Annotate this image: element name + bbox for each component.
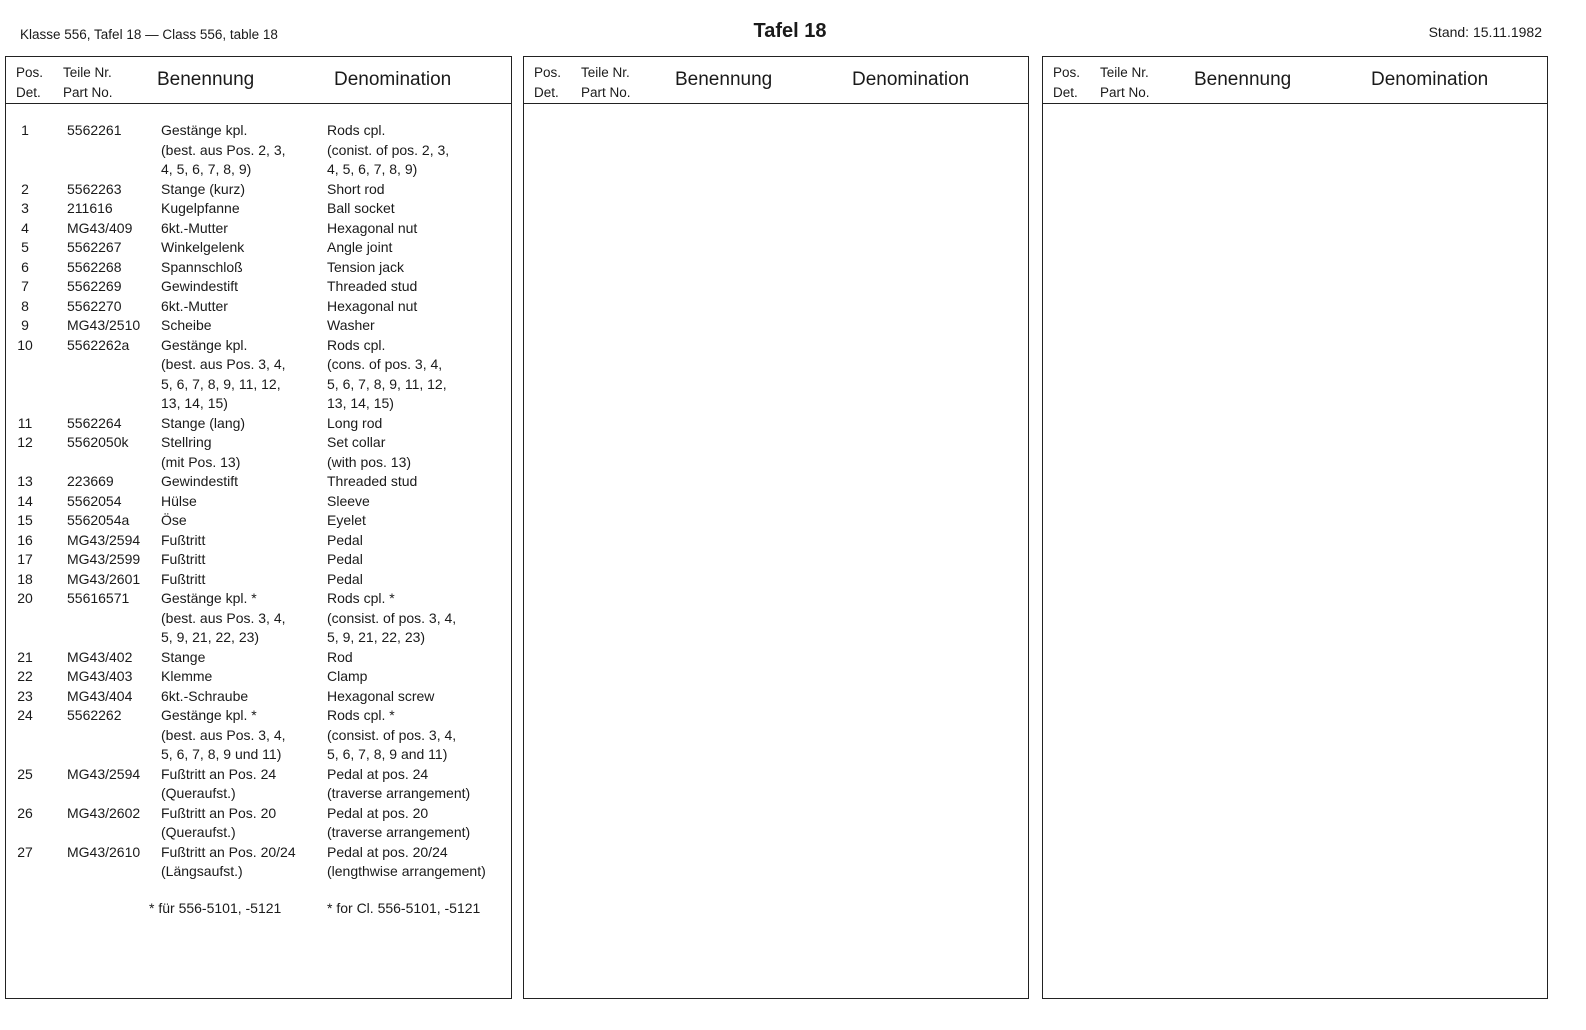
benennung-cell (161, 414, 245, 434)
denomination-line: Rod (327, 648, 353, 665)
part-number-cell: MG43/403 (67, 668, 133, 684)
denomination-line: Set collar (327, 434, 386, 450)
part-number-cell: MG43/404 (67, 687, 133, 704)
pos-header-line2: Det. (1053, 84, 1078, 100)
denomination-line: (traverse arrangement) (327, 824, 471, 840)
benennung-line: Stange (lang) (161, 414, 246, 431)
part-number-cell: 211616 (67, 200, 113, 216)
denomination-line: Rods cpl. (327, 336, 386, 353)
part-number-cell: MG43/2599 (67, 551, 141, 567)
table-row (6, 492, 511, 512)
denomination-line: Threaded stud (327, 473, 418, 489)
denomination-line: Ball socket (327, 200, 395, 216)
table-row (6, 570, 511, 590)
parts-table-panel-2 (523, 56, 1029, 999)
benennung-cell (161, 706, 286, 765)
part-number-cell: MG43/2601 (67, 570, 141, 587)
denomination-line: 4, 5, 6, 7, 8, 9) (327, 161, 418, 177)
part-header (581, 63, 631, 102)
table-row (6, 277, 511, 297)
pos-cell: 2 (21, 180, 29, 197)
table-row (6, 414, 511, 434)
denomination-cell (327, 687, 434, 707)
benennung-cell (161, 238, 244, 258)
denomination-cell (327, 414, 382, 434)
pos-header-line1: Pos. (16, 65, 44, 80)
table-row (6, 219, 511, 239)
denomination-line: Washer (327, 317, 375, 333)
benennung-line: 5, 6, 7, 8, 9 und 11) (161, 746, 282, 762)
part-number-cell: 5562262 (67, 707, 122, 723)
denomination-cell (327, 570, 363, 590)
pos-cell: 22 (17, 668, 33, 684)
denomination-cell (327, 667, 367, 687)
table-row (6, 706, 511, 765)
benennung-line: Gestänge kpl. * (161, 590, 257, 606)
benennung-cell (161, 804, 276, 843)
part-number-cell: 5562267 (67, 239, 122, 255)
pos-cell: 12 (17, 434, 33, 450)
part-header (1100, 63, 1150, 102)
date-stamp: Stand: 15.11.1982 (1428, 24, 1542, 40)
denomination-line: Hexagonal nut (327, 219, 418, 236)
benennung-line: 6kt.-Mutter (161, 219, 228, 236)
denomination-line: (conist. of pos. 2, 3, (327, 141, 450, 158)
benennung-cell (161, 316, 212, 336)
denomination-header: Denomination (1371, 69, 1489, 90)
pos-cell: 15 (17, 512, 33, 528)
table-row (6, 687, 511, 707)
part-header-line2: Part No. (581, 84, 631, 100)
table-row (6, 550, 511, 570)
benennung-line: 6kt.-Mutter (161, 297, 228, 314)
denomination-cell (327, 589, 456, 648)
denomination-cell (327, 121, 449, 180)
benennung-line: Fußtritt an Pos. 24 (161, 765, 277, 782)
denomination-cell (327, 219, 417, 239)
pos-header (534, 63, 561, 102)
denomination-line: (traverse arrangement) (327, 785, 471, 801)
denomination-cell (327, 492, 370, 512)
denomination-line: (consist. of pos. 3, 4, (327, 609, 457, 626)
part-number-cell: MG43/2594 (67, 531, 141, 548)
table-header (1043, 57, 1547, 104)
table-row (6, 199, 511, 219)
denomination-header: Denomination (334, 69, 452, 90)
benennung-line: (mit Pos. 13) (161, 453, 241, 470)
table-row (6, 433, 511, 472)
denomination-line: Hexagonal nut (327, 297, 418, 314)
pos-cell: 10 (17, 336, 33, 353)
pos-cell: 21 (17, 648, 33, 665)
table-header (6, 57, 511, 104)
benennung-line: Stange (kurz) (161, 180, 246, 197)
pos-cell: 16 (17, 531, 33, 548)
pos-cell: 27 (17, 843, 33, 860)
pos-cell: 5 (21, 239, 29, 255)
denomination-line: Short rod (327, 180, 385, 197)
denomination-cell (327, 843, 486, 882)
benennung-line: 13, 14, 15) (161, 395, 228, 411)
table-row (6, 511, 511, 531)
pos-cell: 14 (17, 492, 33, 509)
denomination-line: (cons. of pos. 3, 4, (327, 356, 443, 372)
benennung-line: (Queraufst.) (161, 785, 236, 801)
part-number-cell: 5562262a (67, 336, 130, 353)
pos-cell: 9 (21, 317, 29, 333)
pos-header-line2: Det. (16, 84, 41, 100)
part-header-line2: Part No. (63, 84, 113, 100)
benennung-line: (Längsaufst.) (161, 863, 243, 879)
denomination-cell (327, 511, 366, 531)
pos-cell: 18 (17, 570, 33, 587)
denomination-line: 5, 9, 21, 22, 23) (327, 629, 426, 645)
denomination-cell (327, 297, 417, 317)
benennung-line: (best. aus Pos. 3, 4, (161, 726, 286, 743)
denomination-cell (327, 277, 417, 297)
part-number-cell: MG43/409 (67, 219, 133, 236)
benennung-line: Gestänge kpl. (161, 122, 248, 138)
denomination-line: Rods cpl. * (327, 590, 395, 606)
pos-cell: 3 (21, 200, 29, 216)
denomination-line: Sleeve (327, 492, 370, 509)
denomination-header: Denomination (852, 69, 970, 90)
pos-cell: 13 (17, 473, 33, 489)
denomination-cell (327, 316, 375, 336)
benennung-cell (161, 121, 286, 180)
benennung-cell (161, 492, 197, 512)
benennung-cell (161, 511, 187, 531)
benennung-cell (161, 336, 286, 414)
part-header-line1: Teile Nr. (1100, 65, 1149, 80)
pos-header-line2: Det. (534, 84, 559, 100)
table-row (6, 121, 511, 180)
table-row (6, 297, 511, 317)
part-number-cell: MG43/2602 (67, 804, 141, 821)
part-number-cell: 5562269 (67, 278, 122, 294)
benennung-line: Gestänge kpl. * (161, 707, 257, 723)
pos-cell: 26 (17, 804, 33, 821)
benennung-line: Fußtritt (161, 551, 206, 567)
part-header (63, 63, 113, 102)
parts-table-panel-1 (5, 56, 512, 999)
table-row (6, 316, 511, 336)
table-row (6, 180, 511, 200)
denomination-cell (327, 238, 392, 258)
benennung-line: Fußtritt (161, 570, 206, 587)
denomination-cell (327, 472, 417, 492)
denomination-cell (327, 258, 404, 278)
part-number-cell: 5562268 (67, 258, 122, 275)
part-header-line1: Teile Nr. (63, 65, 112, 80)
denomination-cell (327, 433, 411, 472)
benennung-line: (Queraufst.) (161, 824, 236, 840)
denomination-line: Rods cpl. (327, 122, 386, 138)
part-header-line1: Teile Nr. (581, 65, 630, 80)
part-number-cell: 5562270 (67, 297, 122, 314)
benennung-line: Fußtritt an Pos. 20 (161, 804, 277, 821)
benennung-line: Gestänge kpl. (161, 336, 248, 353)
benennung-line: Klemme (161, 668, 213, 684)
part-number-cell: 5562054a (67, 512, 130, 528)
benennung-line: Stellring (161, 434, 212, 450)
benennung-cell (161, 472, 238, 492)
benennung-header: Benennung (1194, 69, 1292, 90)
pos-cell: 23 (17, 687, 33, 704)
pos-cell: 20 (17, 590, 33, 606)
part-number-cell: 5562261 (67, 122, 122, 138)
denomination-line: Pedal (327, 531, 363, 548)
benennung-line: (best. aus Pos. 2, 3, (161, 141, 286, 158)
benennung-line: Spannschloß (161, 258, 243, 275)
benennung-line: Fußtritt an Pos. 20/24 (161, 843, 296, 860)
parts-list (6, 121, 511, 882)
pos-header-line1: Pos. (1053, 65, 1081, 80)
benennung-cell (161, 667, 212, 687)
denomination-line: Rods cpl. * (327, 707, 395, 723)
benennung-cell (161, 297, 228, 317)
denomination-line: Threaded stud (327, 278, 418, 294)
table-row (6, 765, 511, 804)
table-row (6, 336, 511, 414)
benennung-cell (161, 199, 240, 219)
benennung-line: Gewindestift (161, 278, 239, 294)
benennung-header: Benennung (157, 69, 255, 90)
denomination-line: Eyelet (327, 512, 366, 528)
denomination-line: 5, 6, 7, 8, 9 and 11) (327, 746, 448, 762)
table-row (6, 258, 511, 278)
benennung-cell (161, 843, 296, 882)
denomination-line: Hexagonal screw (327, 687, 435, 704)
part-header-line2: Part No. (1100, 84, 1150, 100)
benennung-cell (161, 531, 205, 551)
benennung-line: Gewindestift (161, 473, 239, 489)
table-header (524, 57, 1028, 104)
benennung-line: Winkelgelenk (161, 239, 245, 255)
benennung-cell (161, 687, 248, 707)
denomination-line: (with pos. 13) (327, 453, 412, 470)
benennung-header: Benennung (675, 69, 773, 90)
pos-header (16, 63, 43, 102)
benennung-cell (161, 550, 205, 570)
denomination-line: (consist. of pos. 3, 4, (327, 726, 457, 743)
denomination-line: Pedal at pos. 20/24 (327, 843, 448, 860)
pos-cell: 25 (17, 765, 33, 782)
benennung-cell (161, 648, 205, 668)
footnote-den: * for Cl. 556-5101, -5121 (327, 900, 481, 916)
pos-cell: 7 (21, 278, 29, 294)
part-number-cell: MG43/402 (67, 648, 133, 665)
table-row (6, 472, 511, 492)
benennung-cell (161, 765, 276, 804)
part-number-cell: 5562263 (67, 180, 122, 197)
denomination-line: Pedal at pos. 24 (327, 765, 429, 782)
denomination-line: Angle joint (327, 239, 393, 255)
table-row (6, 804, 511, 843)
benennung-line: 4, 5, 6, 7, 8, 9) (161, 161, 252, 177)
denomination-line: Long rod (327, 414, 383, 431)
benennung-line: Scheibe (161, 317, 212, 333)
denomination-cell (327, 765, 470, 804)
table-row (6, 589, 511, 648)
part-number-cell: MG43/2510 (67, 317, 141, 333)
table-row (6, 667, 511, 687)
table-row (6, 843, 511, 882)
benennung-cell (161, 277, 238, 297)
pos-cell: 17 (17, 551, 33, 567)
part-number-cell: 5562050k (67, 434, 129, 450)
pos-header (1053, 63, 1080, 102)
benennung-line: (best. aus Pos. 3, 4, (161, 356, 286, 372)
pos-cell: 24 (17, 707, 33, 723)
pos-header-line1: Pos. (534, 65, 562, 80)
page-title: Tafel 18 (753, 20, 827, 42)
part-number-cell: 5562054 (67, 492, 122, 509)
denomination-cell (327, 180, 385, 200)
benennung-cell (161, 219, 228, 239)
benennung-line: Kugelpfanne (161, 200, 240, 216)
denomination-cell (327, 531, 363, 551)
denomination-line: Pedal (327, 570, 363, 587)
pos-cell: 1 (21, 122, 29, 138)
parts-table-panel-3 (1042, 56, 1548, 999)
denomination-cell (327, 804, 470, 843)
denomination-cell (327, 648, 353, 668)
denomination-cell (327, 550, 363, 570)
benennung-cell (161, 433, 240, 472)
part-number-cell: MG43/2610 (67, 843, 141, 860)
denomination-cell (327, 706, 456, 765)
benennung-cell (161, 258, 243, 278)
benennung-line: 5, 6, 7, 8, 9, 11, 12, (161, 375, 281, 392)
part-number-cell: MG43/2594 (67, 765, 141, 782)
part-number-cell: 55616571 (67, 590, 130, 606)
benennung-line: Fußtritt (161, 531, 206, 548)
denomination-cell (327, 336, 447, 414)
pos-cell: 8 (21, 297, 29, 314)
denomination-line: 13, 14, 15) (327, 395, 394, 411)
denomination-line: 5, 6, 7, 8, 9, 11, 12, (327, 375, 447, 392)
benennung-line: (best. aus Pos. 3, 4, (161, 609, 286, 626)
benennung-line: 6kt.-Schraube (161, 687, 249, 704)
benennung-line: 5, 9, 21, 22, 23) (161, 629, 260, 645)
denomination-line: (lengthwise arrangement) (327, 863, 486, 879)
benennung-cell (161, 570, 205, 590)
table-row (6, 238, 511, 258)
denomination-line: Pedal at pos. 20 (327, 804, 429, 821)
pos-cell: 4 (21, 219, 29, 236)
document-subtitle: Klasse 556, Tafel 18 — Class 556, table 18 (20, 27, 278, 42)
footnote-ben: * für 556-5101, -5121 (149, 900, 282, 916)
denomination-line: Tension jack (327, 258, 405, 275)
benennung-cell (161, 180, 245, 200)
table-row (6, 531, 511, 551)
denomination-cell (327, 199, 395, 219)
table-row (6, 648, 511, 668)
denomination-line: Pedal (327, 551, 363, 567)
pos-cell: 11 (17, 414, 33, 431)
benennung-cell (161, 589, 286, 648)
part-number-cell: 223669 (67, 473, 114, 489)
benennung-line: Stange (161, 648, 206, 665)
part-number-cell: 5562264 (67, 414, 122, 431)
denomination-line: Clamp (327, 668, 368, 684)
benennung-line: Hülse (161, 492, 197, 509)
pos-cell: 6 (21, 258, 29, 275)
benennung-line: Öse (161, 512, 187, 528)
